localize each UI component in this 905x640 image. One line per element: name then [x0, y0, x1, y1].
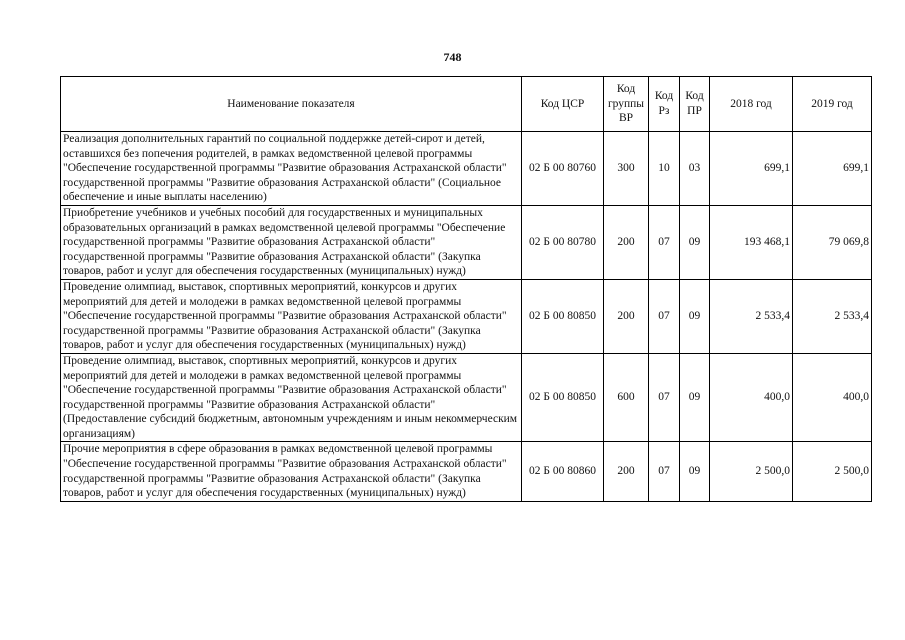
header-2019: 2019 год	[793, 77, 872, 132]
row-pr: 09	[680, 205, 710, 279]
row-2019: 400,0	[793, 353, 872, 442]
row-2018: 400,0	[710, 353, 793, 442]
table-row	[61, 353, 872, 442]
row-vr: 600	[604, 353, 649, 442]
row-rz: 07	[649, 279, 680, 353]
table-row	[61, 442, 872, 501]
row-2019: 2 533,4	[793, 279, 872, 353]
row-vr: 200	[604, 442, 649, 501]
row-pr: 09	[680, 353, 710, 442]
row-rz: 07	[649, 205, 680, 279]
table-row	[61, 132, 872, 206]
row-2018: 2 533,4	[710, 279, 793, 353]
header-rz: Код Рз	[649, 77, 680, 132]
row-rz: 07	[649, 442, 680, 501]
row-2019: 79 069,8	[793, 205, 872, 279]
table-header-row	[61, 77, 872, 132]
header-vr: Код группы ВР	[604, 77, 649, 132]
row-csr: 02 Б 00 80850	[522, 279, 604, 353]
row-rz: 07	[649, 353, 680, 442]
table-row	[61, 205, 872, 279]
row-pr: 09	[680, 279, 710, 353]
row-vr: 200	[604, 205, 649, 279]
row-csr: 02 Б 00 80850	[522, 353, 604, 442]
row-2018: 699,1	[710, 132, 793, 206]
header-csr: Код ЦСР	[522, 77, 604, 132]
row-name: Проведение олимпиад, выставок, спортивных мероприятий, конкурсов и других мероприятий для детей и молодежи в рамках ведомственной целевой программы "Обеспечение государственной программы "Развитие образования Астраханской области" государственной программы "Развитие образования Астраханской области" (Закупка товаров, работ и услуг для обеспечения государственных (муниципальных) нужд)	[61, 279, 522, 353]
row-csr: 02 Б 00 80860	[522, 442, 604, 501]
table-row	[61, 279, 872, 353]
page-number: 748	[443, 50, 462, 64]
row-name: Проведение олимпиад, выставок, спортивных мероприятий, конкурсов и других мероприятий для детей и молодежи в рамках ведомственной целевой программы "Обеспечение государственной программы "Развитие образования Астраханской области" государственной программы "Развитие образования Астраханской области" (Предоставление субсидий бюджетным, автономным учреждениям и иным некоммерческим организациям)	[61, 353, 522, 442]
row-2018: 193 468,1	[710, 205, 793, 279]
row-2018: 2 500,0	[710, 442, 793, 501]
header-2018: 2018 год	[710, 77, 793, 132]
row-vr: 200	[604, 279, 649, 353]
header-name: Наименование показателя	[61, 77, 522, 132]
row-csr: 02 Б 00 80780	[522, 205, 604, 279]
row-pr: 03	[680, 132, 710, 206]
row-2019: 2 500,0	[793, 442, 872, 501]
row-2019: 699,1	[793, 132, 872, 206]
row-vr: 300	[604, 132, 649, 206]
budget-table	[60, 76, 872, 502]
row-rz: 10	[649, 132, 680, 206]
row-name: Реализация дополнительных гарантий по социальной поддержке детей-сирот и детей, оставшихся без попечения родителей, в рамках ведомственной целевой программы "Обеспечение государственной программы "Развитие образования Астраханской области" государственной программы "Развитие образования Астраханской области" (Социальное обеспечение и иные выплаты населению)	[61, 132, 522, 206]
row-name: Приобретение учебников и учебных пособий для государственных и муниципальных образовательных организаций в рамках ведомственной целевой программы "Обеспечение государственной программы "Развитие образования Астраханской области" государственной программы "Развитие образования Астраханской области" (Закупка товаров, работ и услуг для обеспечения государственных (муниципальных) нужд)	[61, 205, 522, 279]
row-pr: 09	[680, 442, 710, 501]
row-name: Прочие мероприятия в сфере образования в рамках ведомственной целевой программы "Обеспечение государственной программы "Развитие образования Астраханской области" государственной программы "Развитие образования Астраханской области" (Закупка товаров, работ и услуг для обеспечения государственных (муниципальных) нужд)	[61, 442, 522, 501]
row-csr: 02 Б 00 80760	[522, 132, 604, 206]
header-pr: Код ПР	[680, 77, 710, 132]
